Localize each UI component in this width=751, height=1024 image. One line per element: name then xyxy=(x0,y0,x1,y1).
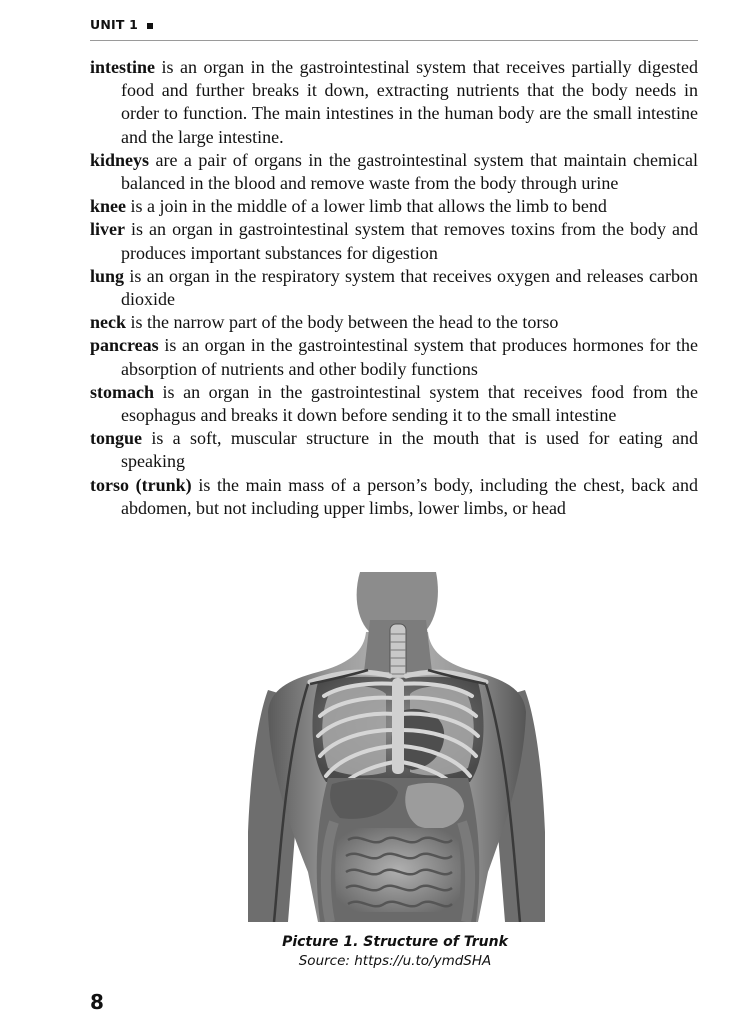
header-rule xyxy=(90,40,698,41)
glossary-definition: is a soft, muscular structure in the mouth that is used for eating and speaking xyxy=(121,428,698,472)
glossary-entry-lung xyxy=(90,265,698,311)
glossary-definition: is a join in the middle of a lower limb that allows the limb to bend xyxy=(126,196,607,217)
figure-caption-source: Source: https://u.to/ymdSHA xyxy=(298,953,492,969)
glossary-definition: are a pair of organs in the gastrointestinal system that maintain chemical balanced in the blood and remove waste from the body through urine xyxy=(121,149,698,194)
intestines-group xyxy=(326,822,470,922)
page-number: 8 xyxy=(90,990,104,1014)
trunk-anatomy-svg xyxy=(248,572,545,922)
glossary-term: torso (trunk) xyxy=(90,474,192,495)
glossary-term: kidneys xyxy=(90,149,150,170)
glossary-entry-knee xyxy=(90,195,698,218)
glossary-definition: is an organ in gastrointestinal system that removes toxins from the body and produces important substances for digestion xyxy=(121,219,698,263)
trunk-anatomy-illustration xyxy=(248,572,545,922)
glossary-term: knee xyxy=(90,196,126,217)
glossary-term: stomach xyxy=(90,381,154,402)
glossary-entry-stomach xyxy=(90,381,698,427)
figure-caption xyxy=(200,933,590,971)
glossary-definition: is the main mass of a person’s body, including the chest, back and abdomen, but not including upper limbs, lower limbs, or head xyxy=(121,474,698,518)
glossary-definition: is an organ in the gastrointestinal system that receives food from the esophagus and breaks it down before sending it to the small intestine xyxy=(121,381,698,426)
glossary-definition: is the narrow part of the body between the head to the torso xyxy=(126,312,559,333)
glossary-entry-liver xyxy=(90,218,698,264)
glossary-definition: is an organ in the gastrointestinal system that produces hormones for the absorption of nutrients and other bodily functions xyxy=(121,335,698,379)
glossary-entry-torso xyxy=(90,474,698,520)
sternum-shape xyxy=(392,678,404,774)
glossary-entry-intestine xyxy=(90,56,698,149)
glossary-term: neck xyxy=(90,312,126,333)
glossary-definition: is an organ in the gastrointestinal system that receives partially digested food and further breaks it down, extracting nutrients that the body needs in order to function. The main intestines in the human body are the small intestine and the large intestine. xyxy=(121,57,698,147)
running-head xyxy=(90,17,153,32)
glossary-term: intestine xyxy=(90,57,155,77)
glossary-term: pancreas xyxy=(90,335,159,356)
glossary-list xyxy=(90,56,698,520)
trachea-shape xyxy=(390,624,406,684)
glossary-term: lung xyxy=(90,265,125,286)
unit-label: UNIT 1 xyxy=(90,17,139,32)
glossary-entry-neck xyxy=(90,311,698,334)
glossary-entry-pancreas xyxy=(90,334,698,380)
figure-caption-title: Picture 1. Structure of Trunk xyxy=(282,934,508,950)
glossary-term: tongue xyxy=(90,428,143,449)
square-bullet-icon xyxy=(147,23,153,29)
glossary-definition: is an organ in the respiratory system that receives oxygen and releases carbon dioxide xyxy=(121,265,698,310)
glossary-term: liver xyxy=(90,219,125,240)
glossary-entry-kidneys xyxy=(90,149,698,195)
glossary-entry-tongue xyxy=(90,427,698,473)
